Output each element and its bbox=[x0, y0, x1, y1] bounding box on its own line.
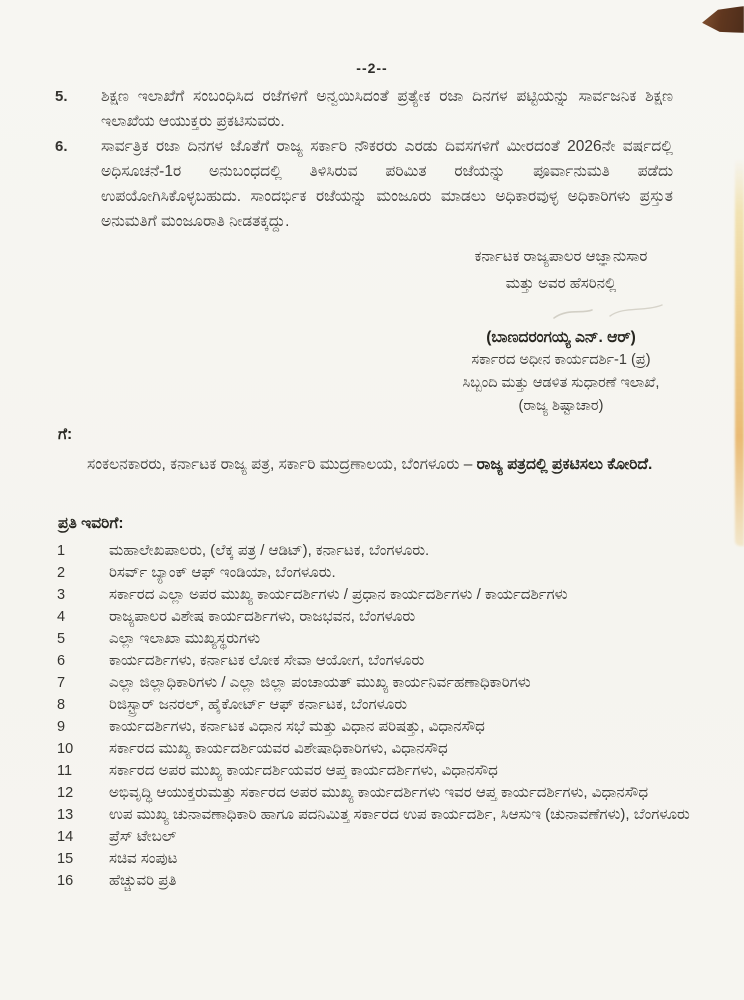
copy-list bbox=[57, 540, 705, 892]
copy-item-number: 11 bbox=[57, 763, 73, 779]
copy-list-item bbox=[57, 826, 705, 848]
copy-list-heading: ಪ್ರತಿ ಇವರಿಗೆ: bbox=[58, 515, 124, 532]
to-body-text: ಸಂಕಲನಕಾರರು, ಕರ್ನಾಟಕ ರಾಜ್ಯ ಪತ್ರ, ಸರ್ಕಾರಿ ಮುದ್ರಣಾಲಯ, ಬೆಂಗಳೂರು – bbox=[87, 456, 477, 473]
copy-list-item bbox=[57, 650, 705, 672]
copy-list-item bbox=[57, 694, 705, 716]
copy-item-text: ಹೆಚ್ಚುವರಿ ಪ್ರತಿ bbox=[109, 872, 177, 889]
signature-stroke-mark bbox=[548, 298, 668, 326]
scan-edge-highlight-artifact bbox=[735, 158, 744, 546]
copy-list-item bbox=[57, 804, 705, 826]
copy-item-number: 8 bbox=[57, 697, 66, 713]
copy-item-number: 15 bbox=[57, 851, 74, 867]
copy-item-text: ಪ್ರೆಸ್ ಟೇಬಲ್ bbox=[109, 828, 177, 845]
to-body-bold-text: ರಾಜ್ಯ ಪತ್ರದಲ್ಲಿ ಪ್ರಕಟಿಸಲು ಕೋರಿದೆ. bbox=[476, 456, 653, 473]
copy-item-text: ಅಭಿವೃದ್ಧಿ ಆಯುಕ್ತರುಮತ್ತು ಸರ್ಕಾರದ ಅಪರ ಮುಖ್ಯ ಕಾರ್ಯದರ್ಶಿಗಳು ಇವರ ಆಪ್ತ ಕಾರ್ಯದರ್ಶಿಗಳು, ವಿಧಾನಸೌಧ bbox=[109, 784, 649, 801]
order-paragraphs bbox=[55, 84, 673, 234]
copy-item-number: 10 bbox=[57, 741, 74, 757]
signatory-name: (ಬಾಣದರಂಗಯ್ಯ ಎನ್. ಆರ್) bbox=[486, 329, 636, 346]
copy-list-item bbox=[57, 562, 705, 584]
order-item-text: ಸಾರ್ವತ್ರಿಕ ರಜಾ ದಿನಗಳ ಜೊತೆಗೆ ರಾಜ್ಯ ಸರ್ಕಾರಿ ನೌಕರರು ಎರಡು ದಿವಸಗಳಿಗೆ ಮೀರದಂತೆ 2026ನೇ ವರ್ಷದಲ್ಲಿ ಅಧಿಸೂಚನೆ-1ರ ಅನುಬಂಧದಲ್ಲಿ ತಿಳಿಸಿರುವ ಪರಿಮಿತ ರಜೆಯನ್ನು ಪೂರ್ವಾನುಮತಿ ಪಡೆದು ಉಪಯೋಗಿಸಿಕೊಳ್ಳಬಹುದು. ಸಾಂದರ್ಭಿಕ ರಜೆಯನ್ನು ಮಂಜೂರು ಮಾಡಲು ಅಧಿಕಾರವುಳ್ಳ ಅಧಿಕಾರಿಗಳು ಪ್ರಸ್ತುತ ಅನುಮತಿಗೆ ಮಂಜೂರಾತಿ ನೀಡತಕ್ಕದ್ದು. bbox=[101, 138, 673, 230]
copy-list-item bbox=[57, 716, 705, 738]
to-body bbox=[45, 452, 707, 478]
signatory-designation: ಸರ್ಕಾರದ ಅಧೀನ ಕಾರ್ಯದರ್ಶಿ-1 (ಪ್ರ) bbox=[471, 352, 651, 368]
order-item-number: 5. bbox=[55, 88, 68, 105]
copy-item-text: ರಾಜ್ಯಪಾಲರ ವಿಶೇಷ ಕಾರ್ಯದರ್ಶಿಗಳು, ರಾಜಭವನ, ಬೆಂಗಳೂರು bbox=[109, 608, 416, 625]
copy-item-text: ಕಾರ್ಯದರ್ಶಿಗಳು, ಕರ್ನಾಟಕ ವಿಧಾನ ಸಭೆ ಮತ್ತು ವಿಧಾನ ಪರಿಷತ್ತು, ವಿಧಾನಸೌಧ bbox=[109, 718, 485, 735]
copy-list-item bbox=[57, 848, 705, 870]
order-item-6 bbox=[55, 134, 673, 234]
copy-item-text: ಎಲ್ಲಾ ಜಿಲ್ಲಾಧಿಕಾರಿಗಳು / ಎಲ್ಲಾ ಜಿಲ್ಲಾ ಪಂಚಾಯತ್ ಮುಖ್ಯ ಕಾರ್ಯನಿರ್ವಹಣಾಧಿಕಾರಿಗಳು bbox=[109, 674, 531, 691]
copy-list-item bbox=[57, 760, 705, 782]
copy-item-number: 5 bbox=[57, 631, 66, 647]
copy-item-number: 3 bbox=[57, 587, 66, 603]
copy-item-text: ಮಹಾಲೇಖಪಾಲರು, (ಲೆಕ್ಕ ಪತ್ರ / ಆಡಿಟ್), ಕರ್ನಾಟಕ, ಬೆಂಗಳೂರು. bbox=[109, 542, 430, 559]
page-number: --2-- bbox=[356, 60, 388, 76]
copy-item-text: ರಿಜಿಸ್ಟ್ರಾರ್ ಜನರಲ್, ಹೈಕೋರ್ಟ್ ಆಫ್ ಕರ್ನಾಟಕ, ಬೆಂಗಳೂರು bbox=[109, 696, 408, 713]
copy-list-item bbox=[57, 782, 705, 804]
copy-item-text: ಎಲ್ಲಾ ಇಲಾಖಾ ಮುಖ್ಯಸ್ಥರುಗಳು bbox=[109, 630, 260, 647]
copy-item-number: 7 bbox=[57, 675, 66, 691]
copy-list-item bbox=[57, 672, 705, 694]
copy-list-item bbox=[57, 606, 705, 628]
copy-list-item bbox=[57, 870, 705, 892]
copy-item-number: 9 bbox=[57, 719, 66, 735]
copy-item-text: ಉಪ ಮುಖ್ಯ ಚುನಾವಣಾಧಿಕಾರಿ ಹಾಗೂ ಪದನಿಮಿತ್ತ ಸರ್ಕಾರದ ಉಪ ಕಾರ್ಯದರ್ಶಿ, ಸಿಆಸುಇ (ಚುನಾವಣೆಗಳು), ಬೆಂಗಳೂರು bbox=[109, 806, 690, 823]
signatory-block bbox=[404, 326, 718, 418]
signatory-wing: (ರಾಜ್ಯ ಶಿಷ್ಟಾಚಾರ) bbox=[518, 398, 604, 414]
copy-list-item bbox=[57, 540, 705, 562]
authority-line-1: ಕರ್ನಾಟಕ ರಾಜ್ಯಪಾಲರ ಆಜ್ಞಾನುಸಾರ bbox=[474, 248, 648, 265]
authority-block bbox=[408, 243, 714, 297]
copy-item-number: 14 bbox=[57, 829, 74, 845]
copy-list-item bbox=[57, 628, 705, 650]
copy-item-text: ಕಾರ್ಯದರ್ಶಿಗಳು, ಕರ್ನಾಟಕ ಲೋಕ ಸೇವಾ ಆಯೋಗ, ಬೆಂಗಳೂರು bbox=[109, 652, 425, 669]
copy-item-number: 1 bbox=[57, 543, 66, 559]
copy-item-number: 13 bbox=[57, 807, 74, 823]
copy-item-number: 2 bbox=[57, 565, 66, 581]
copy-item-number: 4 bbox=[57, 609, 66, 625]
copy-item-text: ಸಚಿವ ಸಂಪುಟ bbox=[109, 850, 178, 867]
order-item-text: ಶಿಕ್ಷಣ ಇಲಾಖೆಗೆ ಸಂಬಂಧಿಸಿದ ರಜೆಗಳಿಗೆ ಅನ್ವಯಿಸಿದಂತೆ ಪ್ರತ್ಯೇಕ ರಜಾ ದಿನಗಳ ಪಟ್ಟಿಯನ್ನು ಸಾರ್ವಜನಿಕ ಶಿಕ್ಷಣ ಇಲಾಖೆಯ ಆಯುಕ್ತರು ಪ್ರಕಟಿಸುವರು. bbox=[101, 88, 673, 130]
copy-item-text: ಸರ್ಕಾರದ ಎಲ್ಲಾ ಅಪರ ಮುಖ್ಯ ಕಾರ್ಯದರ್ಶಿಗಳು / ಪ್ರಧಾನ ಕಾರ್ಯದರ್ಶಿಗಳು / ಕಾರ್ಯದರ್ಶಿಗಳು bbox=[109, 586, 568, 603]
copy-list-item bbox=[57, 738, 705, 760]
order-item-5 bbox=[55, 84, 673, 134]
copy-item-number: 6 bbox=[57, 653, 66, 669]
to-label: ಗೆ: bbox=[58, 426, 73, 443]
order-item-number: 6. bbox=[55, 138, 68, 155]
copy-item-text: ರಿಸರ್ವ್ ಬ್ಯಾಂಕ್ ಆಫ್ ಇಂಡಿಯಾ, ಬೆಂಗಳೂರು. bbox=[109, 564, 336, 581]
copy-list-item bbox=[57, 584, 705, 606]
copy-item-text: ಸರ್ಕಾರದ ಮುಖ್ಯ ಕಾರ್ಯದರ್ಶಿಯವರ ವಿಶೇಷಾಧಿಕಾರಿಗಳು, ವಿಧಾನಸೌಧ bbox=[109, 740, 448, 757]
copy-item-number: 12 bbox=[57, 785, 74, 801]
authority-line-2: ಮತ್ತು ಅವರ ಹೆಸರಿನಲ್ಲಿ bbox=[505, 275, 617, 292]
copy-item-number: 16 bbox=[57, 873, 74, 889]
copy-item-text: ಸರ್ಕಾರದ ಅಪರ ಮುಖ್ಯ ಕಾರ್ಯದರ್ಶಿಯವರ ಆಪ್ತ ಕಾರ್ಯದರ್ಶಿಗಳು, ವಿಧಾನಸೌಧ bbox=[109, 762, 498, 779]
scan-corner-artifact bbox=[702, 6, 744, 33]
signatory-department: ಸಿಬ್ಬಂದಿ ಮತ್ತು ಆಡಳಿತ ಸುಧಾರಣೆ ಇಲಾಖೆ, bbox=[462, 375, 660, 391]
